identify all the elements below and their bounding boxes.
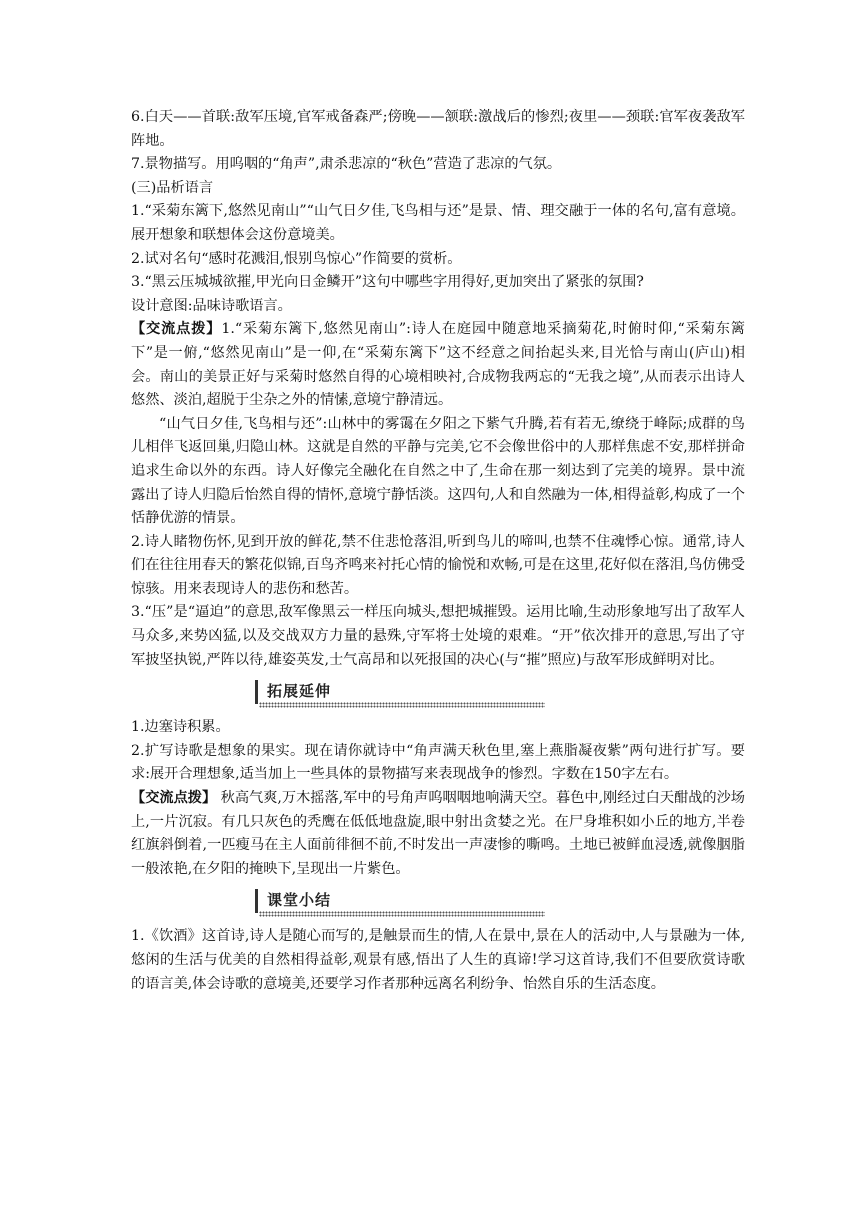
tip-label: 【交流点拨】 bbox=[131, 790, 217, 807]
question-1: 1.“采菊东篱下,悠然见南山”“山气日夕佳,飞鸟相与还”是景、情、理交融于一体的名句,富有意境。展开想象和联想体会这份意境美。 bbox=[131, 203, 745, 243]
tip-label: 【交流点拨】 bbox=[131, 321, 222, 338]
summary-1: 1.《饮酒》这首诗,诗人是随心而写的,是触景而生的情,人在景中,景在人的活动中,人与景融为一体,悠闲的生活与优美的自然相得益彰,观景有感,悟出了人生的真谛!学习这首诗,我们不但要欣赏诗歌的语言美,体会诗歌的意境美,还要学习作者那种远离名利纷争、怡然自乐的生活态度。 bbox=[131, 928, 745, 992]
answer-7: 7.景物描写。用呜咽的“角声”,肃杀悲凉的“秋色”营造了悲凉的气氛。 bbox=[131, 156, 562, 173]
subsection-heading: (三)品析语言 bbox=[131, 179, 214, 196]
section-header-extension bbox=[131, 674, 745, 714]
extension-1: 1.边塞诗积累。 bbox=[131, 719, 230, 736]
section-title: 课堂小结 bbox=[267, 891, 332, 910]
tip-paragraph-1 bbox=[131, 318, 745, 412]
section-header-summary bbox=[131, 883, 745, 923]
paragraph-shanqi: “山气日夕佳,飞鸟相与还”:山林中的雾霭在夕阳之下紫气升腾,若有若无,缭绕于峰际;成群的鸟儿相伴飞返回巢,归隐山林。这就是自然的平静与完美,它不会像世俗中的人那样焦虑不安,那样拼命追求生命以外的东西。诗人好像完全融化在自然之中了,生命在那一刻达到了完美的境界。景中流露出了诗人归隐后怡然自得的情怀,意境宁静恬淡。这四句,人和自然融为一体,相得益彰,构成了一个恬静优游的情景。 bbox=[131, 415, 745, 527]
question-3: 3.“黑云压城城欲摧,甲光向日金鳞开”这句中哪些字用得好,更加突出了紧张的氛围? bbox=[131, 274, 644, 291]
dotted-underline bbox=[259, 911, 545, 917]
question-2: 2.试对名句“感时花溅泪,恨别鸟惊心”作简要的赏析。 bbox=[131, 250, 462, 267]
dotted-underline bbox=[259, 702, 545, 708]
design-intent: 设计意图:品味诗歌语言。 bbox=[131, 297, 292, 314]
section-bar-icon bbox=[255, 889, 258, 913]
section-title: 拓展延伸 bbox=[267, 682, 332, 701]
extension-2: 2.扩写诗歌是想象的果实。现在请你就诗中“角声满天秋色里,塞上燕脂凝夜紫”两句进行扩写。要求:展开合理想象,适当加上一些具体的景物描写来表现战争的惨烈。字数在150字左右。 bbox=[131, 742, 745, 783]
paragraph-2: 2.诗人睹物伤怀,见到开放的鲜花,禁不住悲怆落泪,听到鸟儿的啼叫,也禁不住魂悸心惊。通常,诗人们在往往用春天的繁花似锦,百鸟齐鸣来衬托心情的愉悦和欢畅,可是在这里,花好似在落泪,鸟仿佛受惊骇。用来表现诗人的悲伤和愁苦。 bbox=[131, 533, 745, 597]
tip-text: 秋高气爽,万木摇落,军中的号角声呜咽咽地响满天空。暮色中,刚经过白天酣战的沙场上,一片沉寂。有几只灰色的秃鹰在低低地盘旋,眼中射出贪婪之光。在尸身堆积如小丘的地方,半卷红旗斜倒着,一匹瘦马在主人面前徘徊不前,不时发出一声凄惨的嘶鸣。土地已被鲜血浸透,就像胭脂一般浓艳,在夕阳的掩映下,呈现出一片紫色。 bbox=[131, 790, 745, 877]
paragraph-3: 3.“压”是“逼迫”的意思,敌军像黑云一样压向城头,想把城摧毁。运用比喻,生动形象地写出了敌军人马众多,来势凶猛,以及交战双方力量的悬殊,守军将士处境的艰难。“开”依次排开的意思,写出了守军披坚执锐,严阵以待,雄姿英发,士气高昂和以死报国的决心(与“摧”照应)与敌军形成鲜明对比。 bbox=[131, 604, 745, 668]
tip-text: 1.“采菊东篱下,悠然见南山”:诗人在庭园中随意地采摘菊花,时俯时仰,“采菊东篱下”是一俯,“悠然见南山”是一仰,在“采菊东篱下”这不经意之间抬起头来,目光恰与南山(庐山)相会。南山的美景正好与采菊时悠然自得的心境相映衬,合成物我两忘的“无我之境”,从而表示出诗人悠然、淡泊,超脱于尘杂之外的情愫,意境宁静清远。 bbox=[131, 321, 745, 409]
section-bar-icon bbox=[255, 680, 258, 704]
tip-paragraph-2 bbox=[131, 787, 745, 881]
document-page bbox=[131, 106, 745, 996]
answer-6: 6.白天——首联:敌军压境,官军戒备森严;傍晚——颔联:激战后的惨烈;夜里——颈联:官军夜袭敌军阵地。 bbox=[131, 109, 745, 149]
